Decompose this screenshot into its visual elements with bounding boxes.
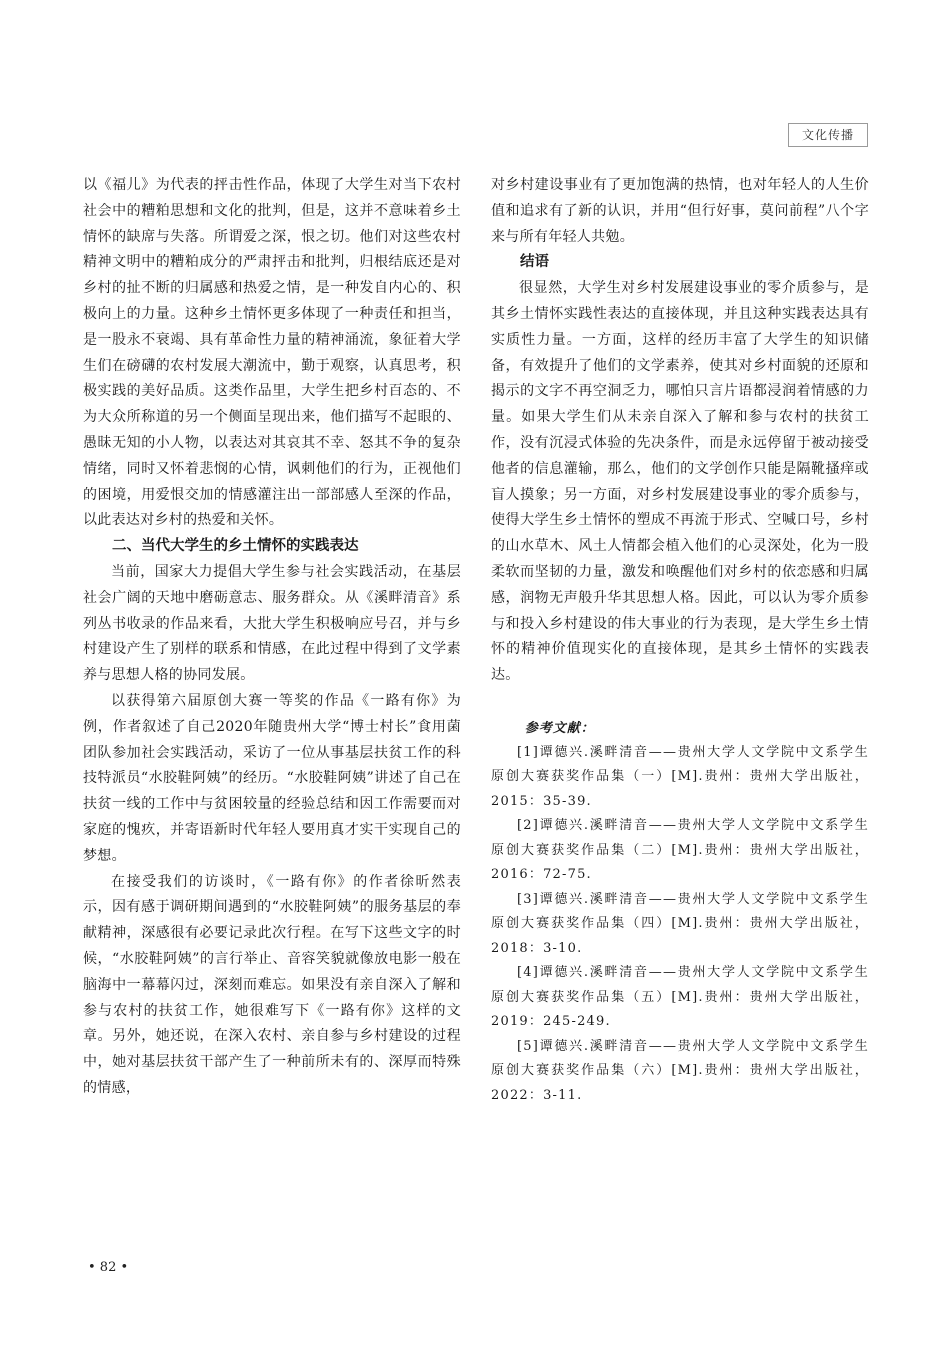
page-number: • 82 • bbox=[88, 1260, 129, 1275]
section-heading: 二、当代大学生的乡土情怀的实践表达 bbox=[112, 538, 359, 555]
body-paragraph: 很显然，大学生对乡村发展建设事业的零介质参与，是其乡土情怀实践性表达的直接体现，并且这种实践表达具有实质性力量。一方面，这样的经历丰富了大学生的知识储备，有效提升了他们的文学素养，使其对乡村面貌的还原和揭示的文字不再空洞乏力，哪怕只言片语都浸润着情感的力量。如果大学生们从未亲自深入了解和参与农村的扶贫工作，没有沉浸式体验的先决条件，而是永远停留于被动接受他者的信息灌输，那么，他们的文学创作只能是隔靴搔痒或盲人摸象；另一方面，对乡村发展建设事业的零介质参与，使得大学生乡土情怀的塑成不再流于形式、空喊口号，乡村的山水草木、风土人情都会植入他们的心灵深处，化为一股柔软而坚韧的力量，激发和唤醒他们对乡村的依恋感和归属感，润物无声般升华其思想人格。因此，可以认为零介质参与和投入乡村建设的伟大事业的行为表现，是大学生乡土情怀的精神价值现实化的直接体现，是其乡土情怀的实践表达。 bbox=[491, 280, 869, 684]
body-paragraph: 对乡村建设事业有了更加饱满的热情，也对年轻人的人生价值和追求有了新的认识，并用“但行好事，莫问前程”八个字来与所有年轻人共勉。 bbox=[491, 177, 869, 245]
left-column bbox=[83, 173, 461, 1102]
reference-item: [1]谭德兴.溪畔清音——贵州大学人文学院中文系学生原创大赛获奖作品集（一）[M].贵州：贵州大学出版社，2015：35-39. bbox=[491, 744, 869, 809]
references-title: 参考文献： bbox=[524, 720, 595, 736]
right-column bbox=[491, 173, 869, 1108]
body-paragraph: 在接受我们的访谈时，《一路有你》的作者徐昕然表示，因有感于调研期间遇到的“水胶鞋阿姨”的服务基层的奉献精神，深感很有必要记录此次行程。在写下这些文字的时候，“水胶鞋阿姨”的言行举止、音容笑貌就像放电影一般在脑海中一幕幕闪过，深刻而难忘。如果没有亲自深入了解和参与农村的扶贫工作，她很难写下《一路有你》这样的文章。另外，她还说，在深入农村、亲自参与乡村建设的过程中，她对基层扶贫干部产生了一种前所未有的、深厚而特殊的情感， bbox=[83, 873, 461, 1096]
reference-item: [2]谭德兴.溪畔清音——贵州大学人文学院中文系学生原创大赛获奖作品集（二）[M].贵州：贵州大学出版社，2016：72-75. bbox=[491, 818, 869, 883]
conclusion-heading: 结语 bbox=[520, 254, 549, 271]
section-tag: 文化传播 bbox=[788, 123, 868, 147]
body-paragraph: 以《福儿》为代表的抨击性作品，体现了大学生对当下农村社会中的糟粕思想和文化的批判，但是，这并不意味着乡土情怀的缺席与失落。所谓爱之深，恨之切。他们对这些农村精神文明中的糟粕成分的严肃抨击和批判，归根结底还是对乡村的扯不断的归属感和热爱之情，是一种发自内心的、积极向上的力量。这种乡土情怀更多体现了一种责任和担当，是一股永不衰竭、具有革命性力量的精神涌流，象征着大学生们在磅礴的农村发展大潮流中，勤于观察，认真思考，积极实践的美好品质。这类作品里，大学生把乡村百态的、不为大众所称道的另一个侧面呈现出来，他们描写不起眼的、愚昧无知的小人物，以表达对其哀其不幸、怒其不争的复杂情绪，同时又怀着悲悯的心情，讽刺他们的行为，正视他们的困境，用爱恨交加的情感灌注出一部部感人至深的作品，以此表达对乡村的热爱和关怀。 bbox=[83, 177, 461, 529]
body-paragraph: 当前，国家大力提倡大学生参与社会实践活动，在基层社会广阔的天地中磨砺意志、服务群众。从《溪畔清音》系列丛书收录的作品来看，大批大学生积极响应号召，并与乡村建设产生了别样的联系和情感，在此过程中得到了文学素养与思想人格的协同发展。 bbox=[83, 563, 461, 684]
body-paragraph: 以获得第六届原创大赛一等奖的作品《一路有你》为例，作者叙述了自己2020年随贵州大学“博士村长”食用菌团队参加社会实践活动，采访了一位从事基层扶贫工作的科技特派员“水胶鞋阿姨”的经历。“水胶鞋阿姨”讲述了自己在扶贫一线的工作中与贫困较量的经验总结和因工作需要而对家庭的愧疚，并寄语新时代年轻人要用真才实干实现自己的梦想。 bbox=[83, 692, 461, 864]
reference-item: [5]谭德兴.溪畔清音——贵州大学人文学院中文系学生原创大赛获奖作品集（六）[M].贵州：贵州大学出版社，2022：3-11. bbox=[491, 1038, 869, 1103]
reference-item: [4]谭德兴.溪畔清音——贵州大学人文学院中文系学生原创大赛获奖作品集（五）[M].贵州：贵州大学出版社，2019：245-249. bbox=[491, 965, 869, 1030]
reference-item: [3]谭德兴.溪畔清音——贵州大学人文学院中文系学生原创大赛获奖作品集（四）[M].贵州：贵州大学出版社，2018：3-10. bbox=[491, 891, 869, 956]
